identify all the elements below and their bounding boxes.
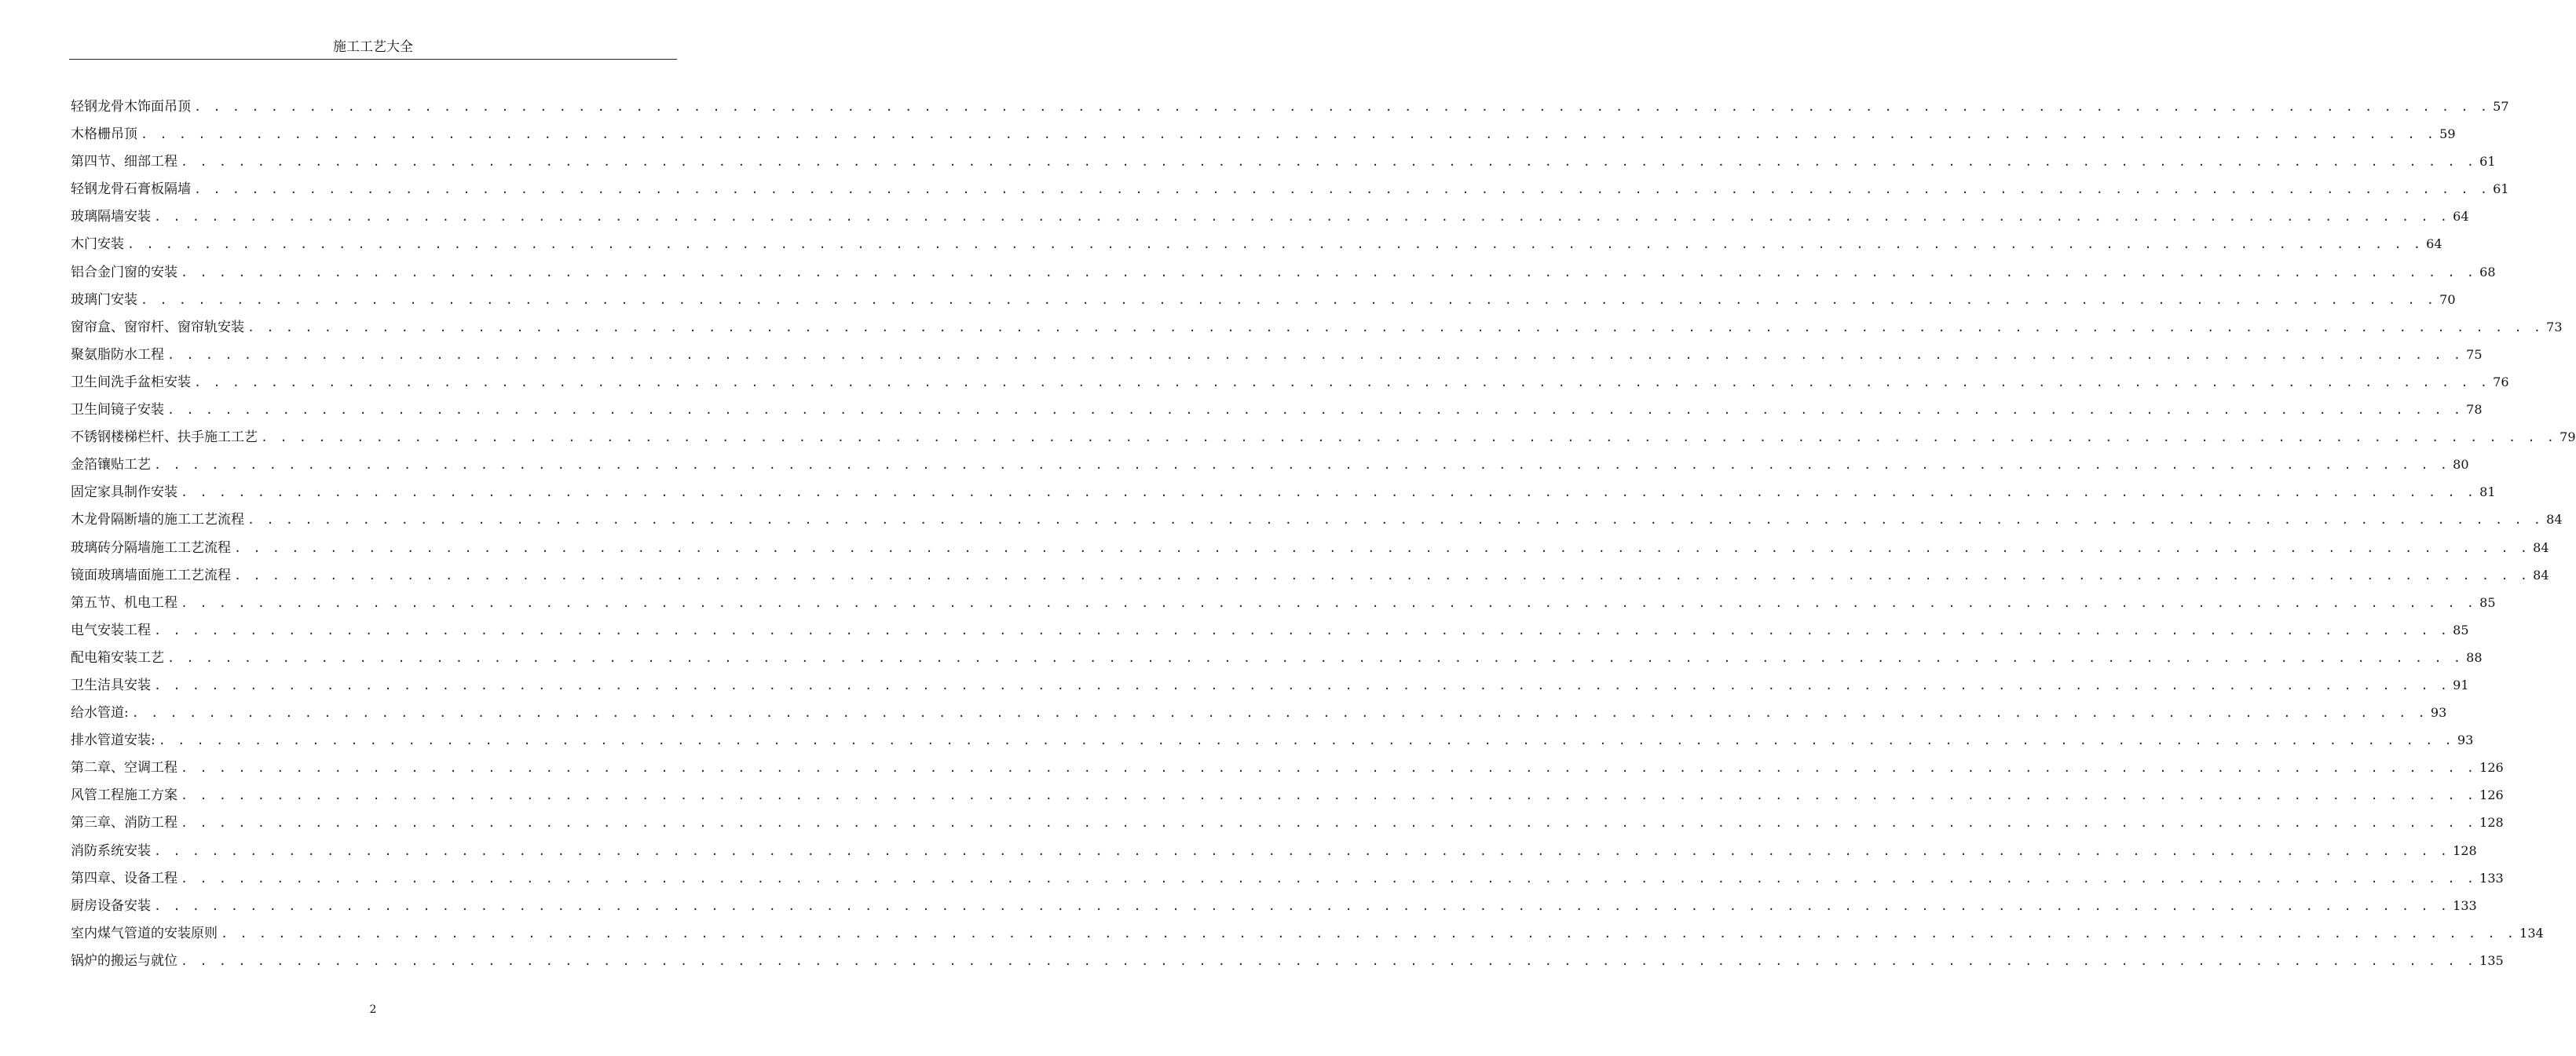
toc-dot-leader: . . . . . . . . . . . . . . . . . . . . . . . . . . . . . . . . . . . . . . . . . . . . . . . . . . . . . . . . . . . . . . . . . . . . . . . . . . . . . . . . . . . . . . . . . . . . . . . . . . . . . . . . . . . . . . . . . . . . . . . . xyxy=(194,100,2490,114)
toc-dot-leader: . . . . . . . . . . . . . . . . . . . . . . . . . . . . . . . . . . . . . . . . . . . . . . . . . . . . . . . . . . . . . . . . . . . . . . . . . . . . . . . . . . . . . . . . . . . . . . . . . . . . . . . . . . . . . . . . . . . . . . . . xyxy=(221,926,2517,941)
toc-entry-page-number: 79 xyxy=(2560,429,2576,445)
toc-dot-leader: . . . . . . . . . . . . . . . . . . . . . . . . . . . . . . . . . . . . . . . . . . . . . . . . . . . . . . . . . . . . . . . . . . . . . . . . . . . . . . . . . . . . . . . . . . . . . . . . . . . . . . . . . . . . . . . . . . . . . . . . xyxy=(141,127,2437,142)
toc-dot-leader: . . . . . . . . . . . . . . . . . . . . . . . . . . . . . . . . . . . . . . . . . . . . . . . . . . . . . . . . . . . . . . . . . . . . . . . . . . . . . . . . . . . . . . . . . . . . . . . . . . . . . . . . . . . . . . . . . . . . . . . . xyxy=(167,347,2464,362)
toc-entry-page-number: 84 xyxy=(2546,512,2563,528)
page-number: 2 xyxy=(369,1003,377,1016)
toc-entry-page-number: 61 xyxy=(2479,154,2496,170)
toc-entry-page-number: 134 xyxy=(2519,925,2544,941)
toc-entry-title: 铝合金门窗的安装 xyxy=(71,264,177,280)
toc-entry-title: 固定家具制作安装 xyxy=(71,484,177,501)
toc-entry-title: 排水管道安装: xyxy=(71,733,156,749)
toc-entry-page-number: 133 xyxy=(2479,870,2504,886)
toc-dot-leader: . . . . . . . . . . . . . . . . . . . . . . . . . . . . . . . . . . . . . . . . . . . . . . . . . . . . . . . . . . . . . . . . . . . . . . . . . . . . . . . . . . . . . . . . . . . . . . . . . . . . . . . . . . . . . . . . . . . . . . . . xyxy=(181,816,2477,831)
toc-entry[interactable] xyxy=(71,781,2504,809)
toc-dot-leader: . . . . . . . . . . . . . . . . . . . . . . . . . . . . . . . . . . . . . . . . . . . . . . . . . . . . . . . . . . . . . . . . . . . . . . . . . . . . . . . . . . . . . . . . . . . . . . . . . . . . . . . . . . . . . . . . . . . . . . . . xyxy=(154,843,2450,858)
toc-entry[interactable] xyxy=(71,671,2469,699)
toc-entry[interactable] xyxy=(71,699,2447,726)
toc-entry-title: 木门安装 xyxy=(71,236,124,253)
toc-entry[interactable] xyxy=(71,230,2442,258)
toc-entry-page-number: 57 xyxy=(2493,99,2509,114)
toc-dot-leader: . . . . . . . . . . . . . . . . . . . . . . . . . . . . . . . . . . . . . . . . . . . . . . . . . . . . . . . . . . . . . . . . . . . . . . . . . . . . . . . . . . . . . . . . . . . . . . . . . . . . . . . . . . . . . . . . . . . . . . . . xyxy=(181,788,2477,803)
toc-entry[interactable] xyxy=(71,423,2576,451)
toc-entry-title: 玻璃门安装 xyxy=(71,291,137,308)
toc-dot-leader: . . . . . . . . . . . . . . . . . . . . . . . . . . . . . . . . . . . . . . . . . . . . . . . . . . . . . . . . . . . . . . . . . . . . . . . . . . . . . . . . . . . . . . . . . . . . . . . . . . . . . . . . . . . . . . . . . . . . . . . . xyxy=(247,513,2544,528)
running-header-title: 施工工艺大全 xyxy=(333,39,413,55)
toc-entry[interactable] xyxy=(71,148,2496,175)
toc-entry-page-number: 85 xyxy=(2479,594,2496,610)
toc-entry-title: 室内煤气管道的安装原则 xyxy=(71,925,218,941)
toc-entry[interactable] xyxy=(71,478,2496,506)
toc-entry-title: 玻璃隔墙安装 xyxy=(71,209,151,225)
toc-entry-title: 厨房设备安装 xyxy=(71,897,151,914)
toc-entry[interactable] xyxy=(71,341,2483,368)
toc-entry-page-number: 61 xyxy=(2493,181,2509,197)
toc-entry-title: 聚氨脂防水工程 xyxy=(71,346,164,363)
toc-entry-page-number: 78 xyxy=(2466,402,2483,418)
toc-dot-leader: . . . . . . . . . . . . . . . . . . . . . . . . . . . . . . . . . . . . . . . . . . . . . . . . . . . . . . . . . . . . . . . . . . . . . . . . . . . . . . . . . . . . . . . . . . . . . . . . . . . . . . . . . . . . . . . . . . . . . . . . xyxy=(194,182,2490,197)
toc-entry-title: 卫生洁具安装 xyxy=(71,677,151,693)
toc-entry-page-number: 75 xyxy=(2466,346,2483,362)
toc-entry-title: 锅炉的搬运与就位 xyxy=(71,952,177,969)
toc-entry[interactable] xyxy=(71,313,2563,341)
toc-dot-leader: . . . . . . . . . . . . . . . . . . . . . . . . . . . . . . . . . . . . . . . . . . . . . . . . . . . . . . . . . . . . . . . . . . . . . . . . . . . . . . . . . . . . . . . . . . . . . . . . . . . . . . . . . . . . . . . . . . . . . . . . xyxy=(154,623,2450,638)
toc-entry[interactable] xyxy=(71,864,2504,892)
toc-entry[interactable] xyxy=(71,396,2483,423)
toc-entry-page-number: 70 xyxy=(2439,291,2456,307)
toc-entry[interactable] xyxy=(71,203,2469,230)
toc-entry-page-number: 80 xyxy=(2453,457,2469,473)
toc-entry-title: 轻钢龙骨木饰面吊顶 xyxy=(71,99,191,115)
toc-dot-leader: . . . . . . . . . . . . . . . . . . . . . . . . . . . . . . . . . . . . . . . . . . . . . . . . . . . . . . . . . . . . . . . . . . . . . . . . . . . . . . . . . . . . . . . . . . . . . . . . . . . . . . . . . . . . . . . . . . . . . . . . xyxy=(181,265,2477,280)
toc-entry-title: 卫生间镜子安装 xyxy=(71,402,164,418)
toc-entry[interactable] xyxy=(71,506,2563,533)
toc-entry-page-number: 73 xyxy=(2546,319,2563,334)
toc-entry-title: 不锈钢楼梯栏杆、扶手施工工艺 xyxy=(71,429,258,446)
toc-entry[interactable] xyxy=(71,754,2504,781)
toc-dot-leader: . . . . . . . . . . . . . . . . . . . . . . . . . . . . . . . . . . . . . . . . . . . . . . . . . . . . . . . . . . . . . . . . . . . . . . . . . . . . . . . . . . . . . . . . . . . . . . . . . . . . . . . . . . . . . . . . . . . . . . . . xyxy=(154,458,2450,473)
toc-entry-page-number: 93 xyxy=(2457,733,2474,748)
toc-entry[interactable] xyxy=(71,644,2483,671)
toc-entry[interactable] xyxy=(71,561,2549,589)
toc-entry-title: 木格栅吊顶 xyxy=(71,126,137,143)
toc-dot-leader: . . . . . . . . . . . . . . . . . . . . . . . . . . . . . . . . . . . . . . . . . . . . . . . . . . . . . . . . . . . . . . . . . . . . . . . . . . . . . . . . . . . . . . . . . . . . . . . . . . . . . . . . . . . . . . . . . . . . . . . . xyxy=(234,568,2530,583)
toc-dot-leader: . . . . . . . . . . . . . . . . . . . . . . . . . . . . . . . . . . . . . . . . . . . . . . . . . . . . . . . . . . . . . . . . . . . . . . . . . . . . . . . . . . . . . . . . . . . . . . . . . . . . . . . . . . . . . . . . . . . . . . . . xyxy=(247,320,2544,334)
toc-entry[interactable] xyxy=(71,451,2469,478)
toc-entry-title: 给水管道: xyxy=(71,705,129,722)
toc-entry-page-number: 85 xyxy=(2453,622,2469,638)
toc-dot-leader: . . . . . . . . . . . . . . . . . . . . . . . . . . . . . . . . . . . . . . . . . . . . . . . . . . . . . . . . . . . . . . . . . . . . . . . . . . . . . . . . . . . . . . . . . . . . . . . . . . . . . . . . . . . . . . . . . . . . . . . . xyxy=(167,650,2464,665)
toc-entry-page-number: 91 xyxy=(2453,677,2469,692)
toc-entry-title: 木龙骨隔断墙的施工工艺流程 xyxy=(71,512,244,528)
toc-dot-leader: . . . . . . . . . . . . . . . . . . . . . . . . . . . . . . . . . . . . . . . . . . . . . . . . . . . . . . . . . . . . . . . . . . . . . . . . . . . . . . . . . . . . . . . . . . . . . . . . . . . . . . . . . . . . . . . . . . . . . . . . xyxy=(154,678,2450,692)
toc-entry-page-number: 128 xyxy=(2479,815,2504,831)
toc-entry-title: 第五节、机电工程 xyxy=(71,594,177,611)
toc-entry-title: 第三章、消防工程 xyxy=(71,815,177,831)
toc-dot-leader: . . . . . . . . . . . . . . . . . . . . . . . . . . . . . . . . . . . . . . . . . . . . . . . . . . . . . . . . . . . . . . . . . . . . . . . . . . . . . . . . . . . . . . . . . . . . . . . . . . . . . . . . . . . . . . . . . . . . . . . . xyxy=(181,871,2477,886)
toc-dot-leader: . . . . . . . . . . . . . . . . . . . . . . . . . . . . . . . . . . . . . . . . . . . . . . . . . . . . . . . . . . . . . . . . . . . . . . . . . . . . . . . . . . . . . . . . . . . . . . . . . . . . . . . . . . . . . . . . . . . . . . . . xyxy=(194,375,2490,389)
toc-entry-page-number: 84 xyxy=(2533,567,2549,583)
toc-entry-title: 消防系统安装 xyxy=(71,842,151,859)
toc-entry-page-number: 84 xyxy=(2533,539,2549,555)
toc-entry-page-number: 64 xyxy=(2453,209,2469,225)
toc-dot-leader: . . . . . . . . . . . . . . . . . . . . . . . . . . . . . . . . . . . . . . . . . . . . . . . . . . . . . . . . . . . . . . . . . . . . . . . . . . . . . . . . . . . . . . . . . . . . . . . . . . . . . . . . . . . . . . . . . . . . . . . . xyxy=(181,595,2477,610)
toc-entry-page-number: 135 xyxy=(2479,952,2504,968)
toc-entry[interactable] xyxy=(71,534,2549,561)
toc-dot-leader: . . . . . . . . . . . . . . . . . . . . . . . . . . . . . . . . . . . . . . . . . . . . . . . . . . . . . . . . . . . . . . . . . . . . . . . . . . . . . . . . . . . . . . . . . . . . . . . . . . . . . . . . . . . . . . . . . . . . . . . . xyxy=(181,155,2477,170)
toc-entry[interactable] xyxy=(71,258,2496,286)
toc-entry-title: 镜面玻璃墙面施工工艺流程 xyxy=(71,567,231,583)
toc-entry-title: 第四节、细部工程 xyxy=(71,154,177,170)
toc-entry-title: 玻璃砖分隔墙施工工艺流程 xyxy=(71,539,231,556)
toc-dot-leader: . . . . . . . . . . . . . . . . . . . . . . . . . . . . . . . . . . . . . . . . . . . . . . . . . . . . . . . . . . . . . . . . . . . . . . . . . . . . . . . . . . . . . . . . . . . . . . . . . . . . . . . . . . . . . . . . . . . . . . . . xyxy=(131,706,2428,721)
toc-dot-leader: . . . . . . . . . . . . . . . . . . . . . . . . . . . . . . . . . . . . . . . . . . . . . . . . . . . . . . . . . . . . . . . . . . . . . . . . . . . . . . . . . . . . . . . . . . . . . . . . . . . . . . . . . . . . . . . . . . . . . . . . xyxy=(167,403,2464,418)
toc-entry-title: 第二章、空调工程 xyxy=(71,760,177,776)
toc-entry[interactable] xyxy=(71,368,2509,396)
toc-entry[interactable] xyxy=(71,93,2509,120)
toc-entry-page-number: 59 xyxy=(2439,126,2456,142)
toc-entry[interactable] xyxy=(71,837,2477,864)
toc-dot-leader: . . . . . . . . . . . . . . . . . . . . . . . . . . . . . . . . . . . . . . . . . . . . . . . . . . . . . . . . . . . . . . . . . . . . . . . . . . . . . . . . . . . . . . . . . . . . . . . . . . . . . . . . . . . . . . . . . . . . . . . . xyxy=(127,237,2424,252)
toc-dot-leader: . . . . . . . . . . . . . . . . . . . . . . . . . . . . . . . . . . . . . . . . . . . . . . . . . . . . . . . . . . . . . . . . . . . . . . . . . . . . . . . . . . . . . . . . . . . . . . . . . . . . . . . . . . . . . . . . . . . . . . . . xyxy=(154,898,2450,913)
toc-entry[interactable] xyxy=(71,947,2504,974)
toc-dot-leader: . . . . . . . . . . . . . . . . . . . . . . . . . . . . . . . . . . . . . . . . . . . . . . . . . . . . . . . . . . . . . . . . . . . . . . . . . . . . . . . . . . . . . . . . . . . . . . . . . . . . . . . . . . . . . . . . . . . . . . . . xyxy=(154,210,2450,225)
toc-entry-title: 卫生间洗手盆柜安装 xyxy=(71,374,191,390)
toc-dot-leader: . . . . . . . . . . . . . . . . . . . . . . . . . . . . . . . . . . . . . . . . . . . . . . . . . . . . . . . . . . . . . . . . . . . . . . . . . . . . . . . . . . . . . . . . . . . . . . . . . . . . . . . . . . . . . . . . . . . . . . . . xyxy=(141,292,2437,307)
toc-entry-page-number: 93 xyxy=(2430,705,2447,721)
toc-entry-title: 第四章、设备工程 xyxy=(71,870,177,886)
toc-entry-page-number: 76 xyxy=(2493,374,2509,389)
toc-entry-title: 轻钢龙骨石膏板隔墙 xyxy=(71,181,191,198)
toc-entry[interactable] xyxy=(71,120,2456,148)
toc-entry-page-number: 133 xyxy=(2453,897,2477,913)
toc-entry-title: 配电箱安装工艺 xyxy=(71,649,164,666)
toc-entry[interactable] xyxy=(71,726,2474,754)
toc-dot-leader: . . . . . . . . . . . . . . . . . . . . . . . . . . . . . . . . . . . . . . . . . . . . . . . . . . . . . . . . . . . . . . . . . . . . . . . . . . . . . . . . . . . . . . . . . . . . . . . . . . . . . . . . . . . . . . . . . . . . . . . . xyxy=(158,733,2454,748)
toc-entry[interactable] xyxy=(71,919,2544,947)
toc-entry-title: 窗帘盒、窗帘杆、窗帘轨安装 xyxy=(71,319,244,335)
toc-entry-title: 风管工程施工方案 xyxy=(71,787,177,804)
toc-entry-title: 电气安装工程 xyxy=(71,622,151,638)
toc-entry-page-number: 128 xyxy=(2453,842,2477,858)
toc-entry[interactable] xyxy=(71,892,2477,919)
toc-entry[interactable] xyxy=(71,616,2469,644)
toc-entry-page-number: 126 xyxy=(2479,760,2504,776)
toc-dot-leader: . . . . . . . . . . . . . . . . . . . . . . . . . . . . . . . . . . . . . . . . . . . . . . . . . . . . . . . . . . . . . . . . . . . . . . . . . . . . . . . . . . . . . . . . . . . . . . . . . . . . . . . . . . . . . . . . . . . . . . . . xyxy=(181,485,2477,500)
toc-entry[interactable] xyxy=(71,589,2496,616)
toc-dot-leader: . . . . . . . . . . . . . . . . . . . . . . . . . . . . . . . . . . . . . . . . . . . . . . . . . . . . . . . . . . . . . . . . . . . . . . . . . . . . . . . . . . . . . . . . . . . . . . . . . . . . . . . . . . . . . . . . . . . . . . . . xyxy=(261,430,2557,445)
toc-entry-page-number: 88 xyxy=(2466,649,2483,665)
toc-entry-page-number: 81 xyxy=(2479,484,2496,500)
toc-dot-leader: . . . . . . . . . . . . . . . . . . . . . . . . . . . . . . . . . . . . . . . . . . . . . . . . . . . . . . . . . . . . . . . . . . . . . . . . . . . . . . . . . . . . . . . . . . . . . . . . . . . . . . . . . . . . . . . . . . . . . . . . xyxy=(181,761,2477,776)
toc-entry-page-number: 64 xyxy=(2426,236,2442,252)
toc-entry-title: 金箔镶贴工艺 xyxy=(71,457,151,473)
toc-entry[interactable] xyxy=(71,809,2504,836)
toc-entry-page-number: 126 xyxy=(2479,787,2504,803)
toc-dot-leader: . . . . . . . . . . . . . . . . . . . . . . . . . . . . . . . . . . . . . . . . . . . . . . . . . . . . . . . . . . . . . . . . . . . . . . . . . . . . . . . . . . . . . . . . . . . . . . . . . . . . . . . . . . . . . . . . . . . . . . . . xyxy=(234,540,2530,555)
toc-entry[interactable] xyxy=(71,286,2456,313)
toc-dot-leader: . . . . . . . . . . . . . . . . . . . . . . . . . . . . . . . . . . . . . . . . . . . . . . . . . . . . . . . . . . . . . . . . . . . . . . . . . . . . . . . . . . . . . . . . . . . . . . . . . . . . . . . . . . . . . . . . . . . . . . . . xyxy=(181,953,2477,968)
toc-entry[interactable] xyxy=(71,175,2509,203)
table-of-contents xyxy=(71,93,2576,974)
header-divider xyxy=(69,59,677,60)
toc-entry-page-number: 68 xyxy=(2479,264,2496,280)
